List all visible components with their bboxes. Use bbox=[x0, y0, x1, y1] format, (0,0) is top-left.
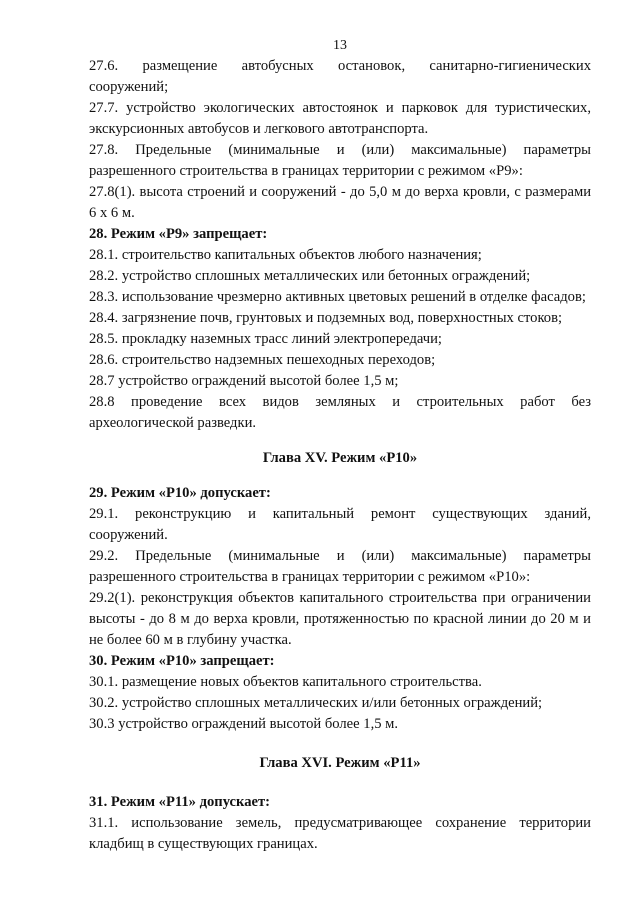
paragraph-29-2-1: 29.2(1). реконструкция объектов капитального строительства при ограничении высоты - до 8 м до верха кровли, протяженностью по красной линии до 20 м и не более 60 м в глубину участка. bbox=[89, 590, 591, 648]
chapter-xv-heading: Глава XV. Режим «Р10» bbox=[262, 450, 418, 466]
paragraph-29-1: 29.1. реконструкцию и капитальный ремонт существующих зданий, сооружений. bbox=[89, 506, 591, 543]
chapter-xvi-heading: Глава XVI. Режим «Р11» bbox=[259, 755, 421, 771]
section-30-title: 30. Режим «Р10» запрещает: bbox=[89, 653, 275, 669]
paragraph-27-8: 27.8. Предельные (минимальные и (или) максимальные) параметры разрешенного строительства в границах территории с режимом «Р9»: bbox=[89, 142, 591, 179]
section-28-title: 28. Режим «Р9» запрещает: bbox=[89, 226, 268, 242]
document-body bbox=[89, 56, 591, 855]
paragraph-28-6: 28.6. строительство надземных пешеходных переходов; bbox=[89, 352, 436, 368]
paragraph-27-6: 27.6. размещение автобусных остановок, санитарно-гигиенических сооружений; bbox=[89, 58, 591, 95]
paragraph-28-4: 28.4. загрязнение почв, грунтовых и подземных вод, поверхностных стоков; bbox=[89, 310, 563, 326]
paragraph-28-7: 28.7 устройство ограждений высотой более 1,5 м; bbox=[89, 373, 399, 389]
paragraph-27-8-1: 27.8(1). высота строений и сооружений - до 5,0 м до верха кровли, с размерами 6 х 6 м. bbox=[89, 184, 591, 221]
section-29-title: 29. Режим «Р10» допускает: bbox=[89, 485, 271, 501]
paragraph-29-2: 29.2. Предельные (минимальные и (или) максимальные) параметры разрешенного строительства в границах территории с режимом «Р10»: bbox=[89, 548, 591, 585]
paragraph-28-2: 28.2. устройство сплошных металлических или бетонных ограждений; bbox=[89, 268, 531, 284]
paragraph-30-3: 30.3 устройство ограждений высотой более 1,5 м. bbox=[89, 716, 399, 732]
page-number: 13 bbox=[333, 38, 347, 53]
paragraph-27-7: 27.7. устройство экологических автостоянок и парковок для туристических, экскурсионных автобусов и легкового автотранспорта. bbox=[89, 100, 591, 137]
paragraph-28-1: 28.1. строительство капитальных объектов любого назначения; bbox=[89, 247, 482, 263]
paragraph-28-5: 28.5. прокладку наземных трасс линий электропередачи; bbox=[89, 331, 442, 347]
paragraph-30-1: 30.1. размещение новых объектов капитального строительства. bbox=[89, 674, 482, 690]
paragraph-31-1: 31.1. использование земель, предусматривающее сохранение территории кладбищ в существующих границах. bbox=[89, 815, 591, 852]
paragraph-28-8: 28.8 проведение всех видов земляных и строительных работ без археологической разведки. bbox=[89, 394, 591, 431]
paragraph-28-3: 28.3. использование чрезмерно активных цветовых решений в отделке фасадов; bbox=[89, 289, 586, 305]
paragraph-30-2: 30.2. устройство сплошных металлических и/или бетонных ограждений; bbox=[89, 695, 543, 711]
section-31-title: 31. Режим «Р11» допускает: bbox=[89, 794, 271, 810]
